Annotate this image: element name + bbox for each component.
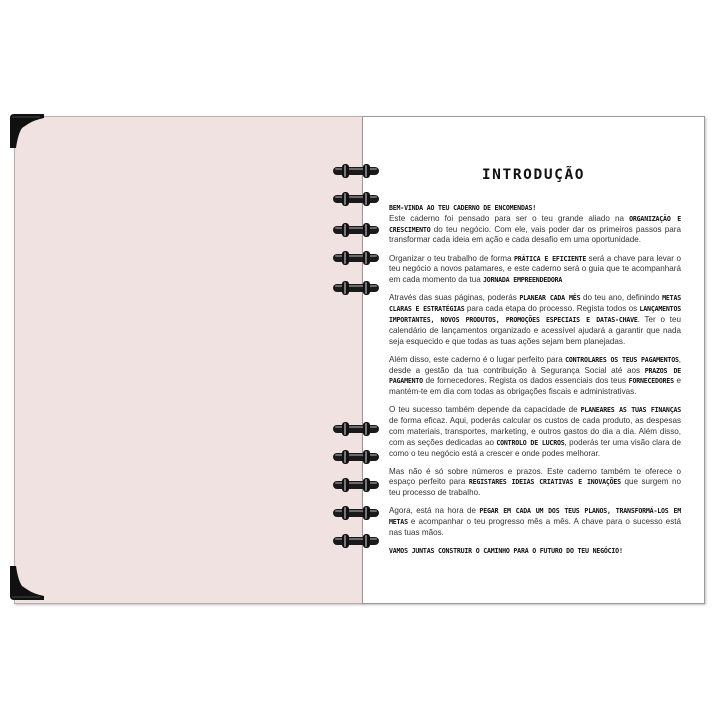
binding-ring [332, 475, 380, 495]
paragraph-7: Agora, está na hora de PEGAR EM CADA UM DOS TEUS PLANOS, TRANSFORMÁ-LOS EM METAS e acompanhar o teu progresso mês a mês. A chave para o sucesso está nas tuas mãos. [389, 506, 681, 538]
spiral-binding [332, 0, 380, 719]
corner-protector-bottom-left [10, 566, 44, 600]
page-title: INTRODUÇÃO [481, 167, 586, 183]
paragraph-3: Através das suas páginas, poderás PLANEAR CADA MÊS do teu ano, definindo METAS CLARAS E ESTRATÉGIAS para cada etapa do processo. Regista todos os LANÇAMENTOS IMPORTANTES, NOVOS PRODUTOS, PROMOÇÕES ESPECIAIS E DATAS-CHAVE. Ter o teu calendário de lançamentos organizado e acessível ajudará a garantir que nada seja esquecido e que todas as tuas ações sejam bem planejadas. [389, 293, 681, 346]
binding-ring [332, 189, 380, 209]
paragraph-6: Mas não é só sobre números e prazos. Este caderno também te oferece o espaço perfeito para REGISTARES IDEIAS CRIATIVAS E INOVAÇÕES que surgem no teu processo de trabalho. [389, 466, 681, 498]
paragraph-1: BEM-VINDA AO TEU CADERNO DE ENCOMENDAS! Este caderno foi pensado para ser o teu grande aliado na ORGANIZAÇÃO E CRESCIMENTO do teu negócio. Com ele, vais poder dar os primeiros passos para transformar cada ideia em ação e cada desafio em uma oportunidade. [389, 204, 681, 245]
closing-line: VAMOS JUNTAS CONSTRUIR O CAMINHO PARA O FUTURO DO TEU NEGÓCIO! [389, 547, 623, 556]
binding-ring [332, 419, 380, 439]
notebook-cover [14, 116, 363, 604]
greeting-text: BEM-VINDA AO TEU CADERNO DE ENCOMENDAS! [389, 204, 537, 212]
binding-ring [332, 531, 380, 551]
introduction-page [362, 116, 705, 604]
binding-ring [332, 248, 380, 268]
binding-ring [332, 278, 380, 298]
corner-protector-top-left [10, 114, 44, 148]
binding-ring [332, 503, 380, 523]
paragraph-4: Além disso, este caderno é o lugar perfeito para CONTROLARES OS TEUS PAGAMENTOS, desde a gestão da tua contribuição à Segurança Social até aos PRAZOS DE PAGAMENTO de fornecedores. Regista os dados essenciais dos teus FORNECEDORES e mantém-te em dia com todas as obrigações fiscais e administrativas. [389, 354, 681, 397]
page-body [389, 203, 681, 564]
binding-ring [332, 447, 380, 467]
binding-ring [332, 220, 380, 240]
paragraph-5: O teu sucesso também depende da capacidade de PLANEARES AS TUAS FINANÇAS de forma eficaz. Aqui, poderás calcular os custos de cada produto, as despesas com materiais, transportes, marketing, e outros gastos do dia a dia. Além disso, com as seções dedicadas ao CONTROLO DE LUCROS, poderás ter uma visão clara de como o teu negócio está a crescer e onde podes melhorar. [389, 405, 682, 458]
binding-ring [332, 161, 380, 181]
paragraph-2: Organizar o teu trabalho de forma PRÁTICA E EFICIENTE será a chave para levar o teu negócio a novos patamares, e este caderno será o guia que te acompanhará em cada momento da tua JORNADA EMPREENDEDORA [389, 253, 681, 285]
